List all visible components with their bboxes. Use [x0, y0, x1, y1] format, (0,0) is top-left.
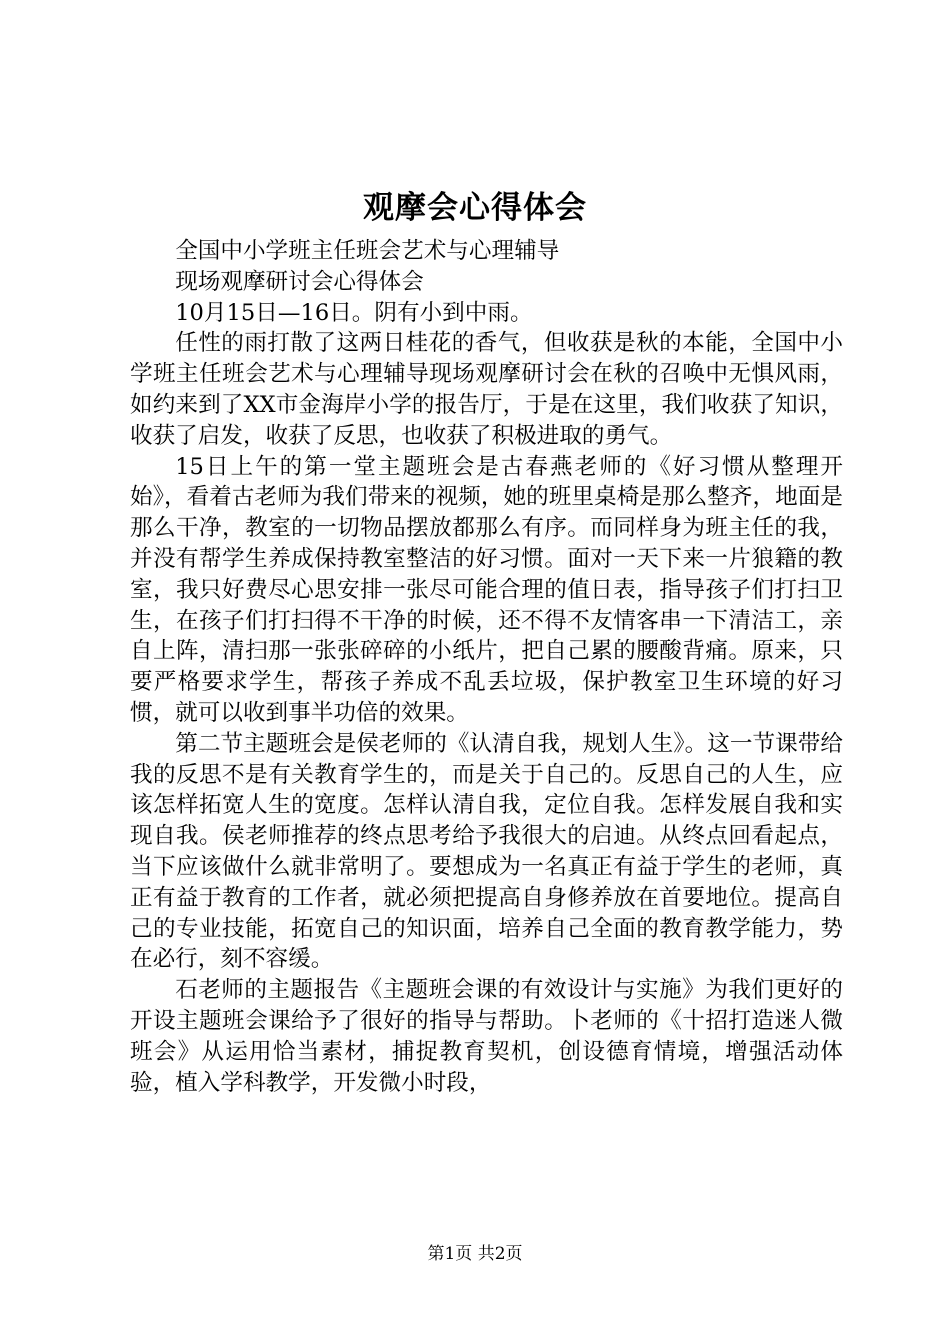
document-body: [130, 236, 843, 1098]
paragraph-1: 任性的雨打散了这两日桂花的香气，但收获是秋的本能，全国中小学班主任班会艺术与心理辅导现场观摩研讨会在秋的召唤中无惧风雨，如约来到了XX市金海岸小学的报告厅，于是在这里，我们收获了知识，收获了启发，收获了反思，也收获了积极进取的勇气。: [130, 330, 843, 449]
page-footer: 第1页 共2页: [427, 1244, 523, 1264]
subtitle-line-2: 现场观摩研讨会心得体会: [175, 268, 424, 295]
paragraph-2: 15日上午的第一堂主题班会是古春燕老师的《好习惯从整理开始》，看着古老师为我们带来的视频，她的班里桌椅是那么整齐，地面是那么干净，教室的一切物品摆放都那么有序。而同样身为班主任的我，并没有帮学生养成保持教室整洁的好习惯。面对一天下来一片狼籍的教室，我只好费尽心思安排一张尽可能合理的值日表，指导孩子们打扫卫生，在孩子们打扫得不干净的时候，还不得不友情客串一下清洁工，亲自上阵，清扫那一张张碎碎的小纸片，把自己累的腰酸背痛。原来，只要严格要求学生，帮孩子养成不乱丢垃圾，保护教室卫生环境的好习惯，就可以收到事半功倍的效果。: [130, 453, 843, 726]
document-title: 观摩会心得体会: [363, 190, 587, 226]
date-line: 10月15日—16日。阴有小到中雨。: [175, 299, 533, 326]
paragraph-4: 石老师的主题报告《主题班会课的有效设计与实施》为我们更好的开设主题班会课给予了很好的指导与帮助。卜老师的《十招打造迷人微班会》从运用恰当素材，捕捉教育契机，创设德育情境，增强活动体验，植入学科教学，开发微小时段，: [130, 977, 843, 1096]
subtitle-line-1: 全国中小学班主任班会艺术与心理辅导: [175, 238, 560, 264]
paragraph-3: 第二节主题班会是侯老师的《认清自我，规划人生》。这一节课带给我的反思不是有关教育学生的，而是关于自己的。反思自己的人生，应该怎样拓宽人生的宽度。怎样认清自我，定位自我。怎样发展自我和实现自我。侯老师推荐的终点思考给予我很大的启迪。从终点回看起点，当下应该做什么就非常明了。要想成为一名真正有益于学生的老师，真正有益于教育的工作者，就必须把提高自身修养放在首要地位。提高自己的专业技能，拓宽自己的知识面，培养自己全面的教育教学能力，势在必行，刻不容缓。: [130, 730, 843, 973]
